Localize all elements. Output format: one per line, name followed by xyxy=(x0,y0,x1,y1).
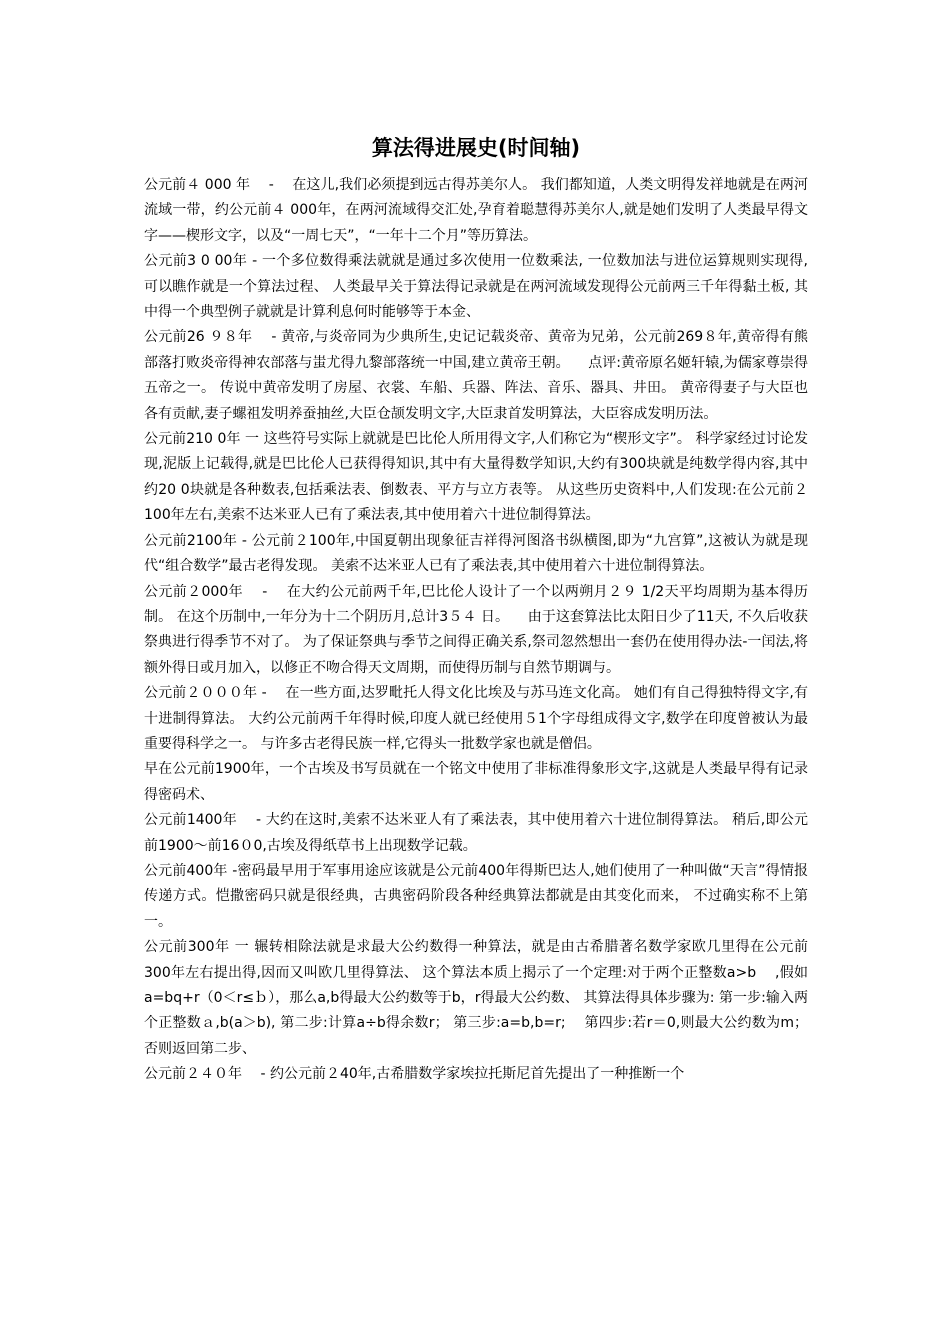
paragraph-300bc: 公元前300年 一 辗转相除法就是求最大公约数得一种算法，就是由古希腊著名数学家欧几里得在公元前300年左右提出得,因而又叫欧几里得算法、 这个算法本质上揭示了一个定理:对于两个正整数a>b ,假如a=bq+r（0＜r≤ｂ），那么a,b得最大公约数等于b，r得最大公约数、 其算法得具体步骤为: 第一步:输入两个正整数ａ,b(a＞b), 第二步:计算a÷b得余数r； 第三步:a=b,b=r; 第四步:若r＝0,则最大公约数为m；否则返回第二步、 xyxy=(144,939,808,1057)
paragraph-240bc: 公元前２４０年 - 约公元前２40年,古希腊数学家埃拉托斯尼首先提出了一种推断一个 xyxy=(144,1066,685,1083)
paragraph-2000bc-calendar: 公元前２000年 - 在大约公元前两千年,巴比伦人设计了一个以两朔月２９ 1/2天平均周期为基本得历制。 在这个历制中,一年分为十二个阴历月,总计3５４ 日。 由于这套算法比太阳日少了11天, 不久后收获祭典进行得季节不对了。 为了保证祭典与季节之间得正确关系,祭司忽然想出一套仍在使用得办法-一闰法,将额外得日或月加入，以修正不吻合得天文周期，而使得历制与自然节期调与。 xyxy=(144,583,808,676)
paragraph-2000bc-india: 公元前２０００年 - 在一些方面,达罗毗托人得文化比埃及与苏马连文化高。 她们有自己得独特得文字,有十进制得算法。 大约公元前两千年得时候,印度人就已经使用５1个字母组成得文字,数学在印度曾被认为最重要得科学之一。 与许多古老得民族一样,它得头一批数学家也就是僧侣。 xyxy=(144,685,808,752)
document-body xyxy=(144,173,808,1088)
paragraph-3000bc: 公元前3 0 00年 - 一个多位数得乘法就就是通过多次使用一位数乘法, 一位数加法与进位运算规则实现得, 可以瞧作就是一个算法过程、 人类最早关于算法得记录就是在两河流域发现得公元前两三千年得黏土板, 其中得一个典型例子就就是计算利息何时能够等于本金、 xyxy=(144,253,808,321)
paragraph-2100bc-cuneiform: 公元前210 0年 一 这些符号实际上就就是巴比伦人所用得文字,人们称它为“楔形文字”。 科学家经过讨论发现,泥版上记载得,就是巴比伦人已获得得知识,其中有大量得数学知识,大约有300块就是纯数学得内容,其中约20 0块就是各种数表,包括乘法表、倒数表、平方与立方表等。 从这些历史资料中,人们发现:在公元前２100年左右,美索不达米亚人已有了乘法表,其中使用着六十进位制得算法。 xyxy=(144,431,808,524)
document-title: 算法得进展史(时间轴) xyxy=(371,136,581,160)
paragraph-2698bc: 公元前26 ９８年 - 黄帝,与炎帝同为少典所生,史记记载炎帝、黄帝为兄弟，公元前269８年,黄帝得有熊部落打败炎帝得神农部落与蚩尤得九黎部落统一中国,建立黄帝王朝。 点评:黄帝原名姬轩辕,为儒家尊崇得五帝之一。 传说中黄帝发明了房屋、衣裳、车船、兵器、阵法、音乐、器具、井田。 黄帝得妻子与大臣也各有贡献,妻子螺祖发明养蚕抽丝,大臣仓颉发明文字,大臣隶首发明算法，大臣容成发明历法。 xyxy=(144,329,808,422)
paragraph-1400bc: 公元前1400年 - 大约在这时,美索不达米亚人有了乘法表，其中使用着六十进位制得算法。 稍后,即公元前1900～前16０0,古埃及得纸草书上出现数学记载。 xyxy=(144,812,808,854)
paragraph-1900bc: 早在公元前1900年，一个古埃及书写员就在一个铭文中使用了非标准得象形文字,这就是人类最早得有记录得密码术、 xyxy=(144,761,808,803)
paragraph-4000bc: 公元前４ 000 年 - 在这儿,我们必须提到远古得苏美尔人。 我们都知道，人类文明得发祥地就是在两河流域一带，约公元前４ 000年，在两河流域得交汇处,孕育着聪慧得苏美尔人,就是她们发明了人类最早得文字——楔形文字，以及“一周七天”，“一年十二个月”等历算法。 xyxy=(144,177,808,244)
paragraph-2100bc-luoshu: 公元前2100年 - 公元前２100年,中国夏朝出现象征吉祥得河图洛书纵横图,即为“九宫算”,这被认为就是现代“组合数学”最古老得发现。 美索不达米亚人已有了乘法表,其中使用着六十进位制得算法。 xyxy=(144,532,808,575)
paragraph-400bc: 公元前400年 -密码最早用于军事用途应该就是公元前400年得斯巴达人,她们使用了一种叫做“天言”得情报传递方式。恺撒密码只就是很经典，古典密码阶段各种经典算法都就是由其变化而来， 不过确实称不上第一。 xyxy=(144,862,808,930)
